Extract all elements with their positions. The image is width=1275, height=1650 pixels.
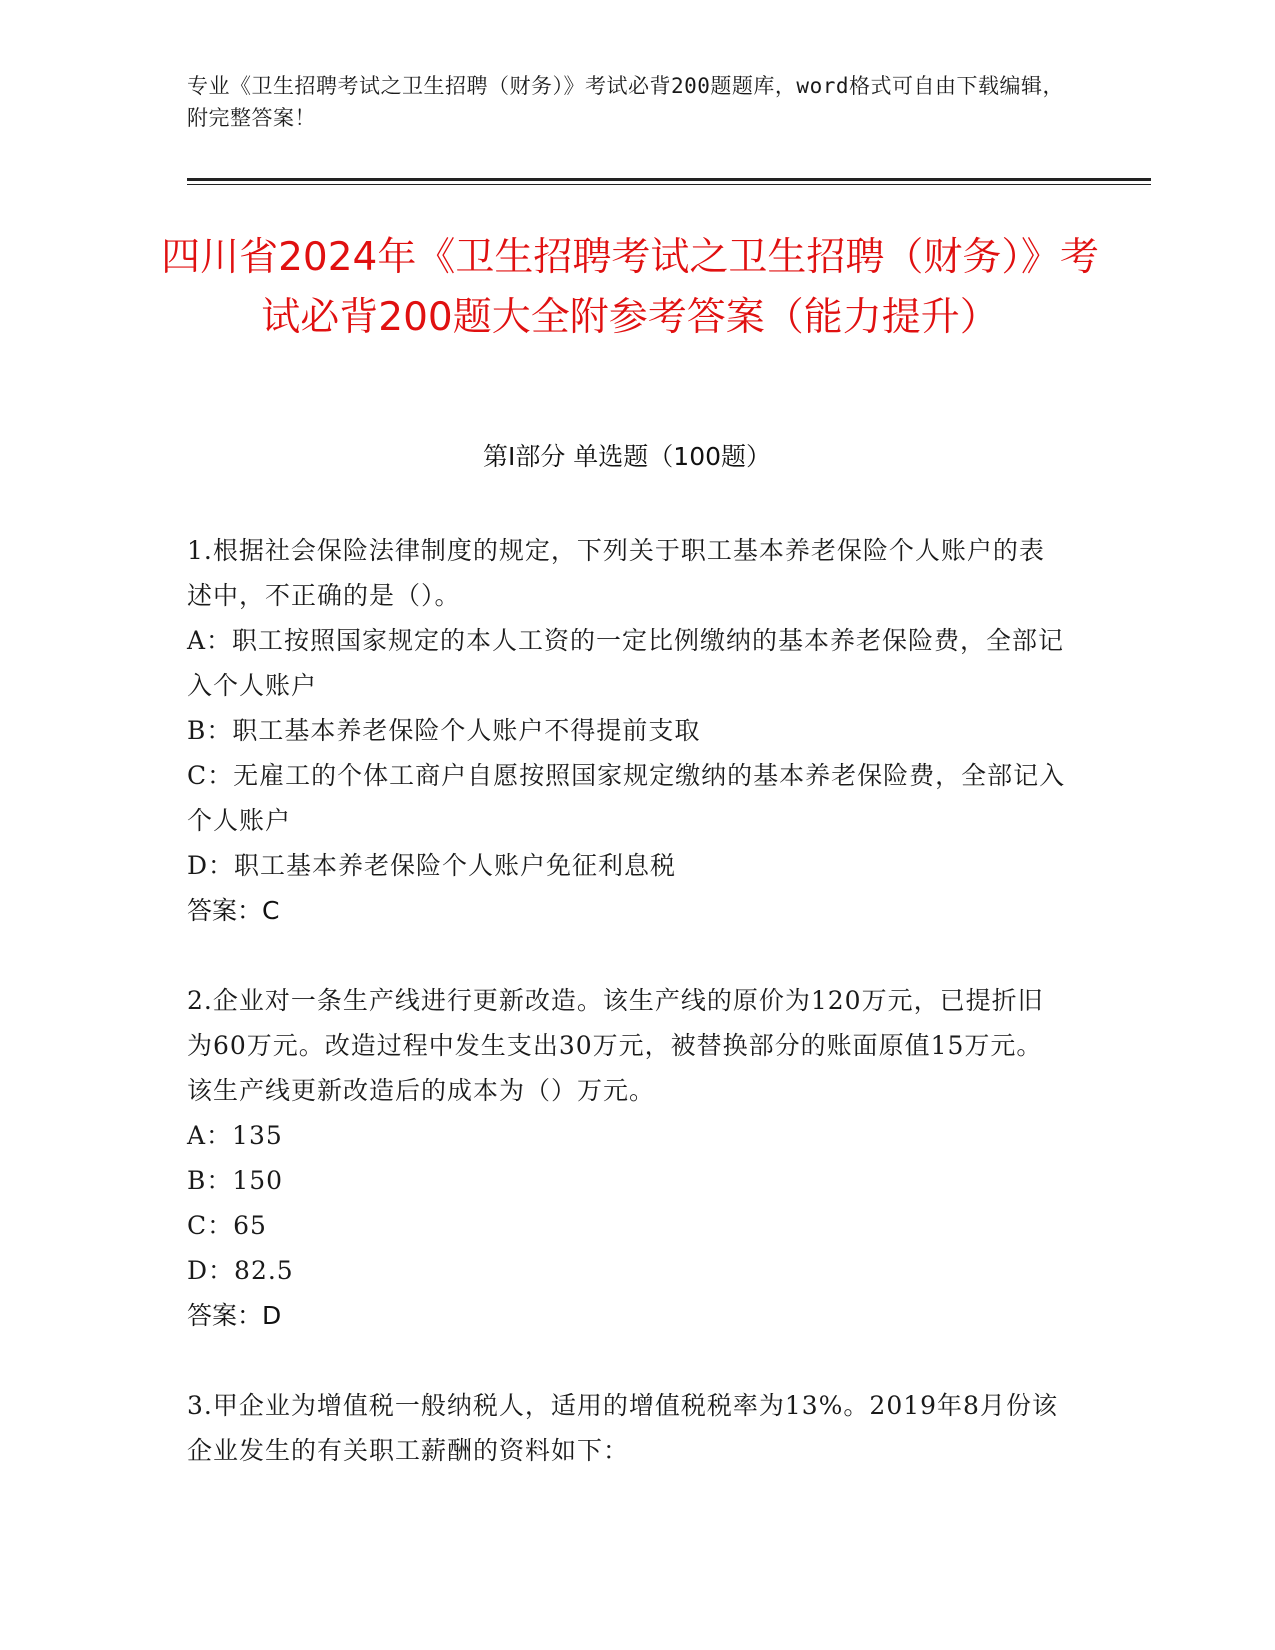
question-3 xyxy=(187,1383,1067,1473)
question-stem: 1.根据社会保险法律制度的规定，下列关于职工基本养老保险个人账户的表述中，不正确的是（）。 xyxy=(187,536,1045,610)
question-stem: 2.企业对一条生产线进行更新改造。该生产线的原价为120万元，已提折旧为60万元。改造过程中发生支出30万元，被替换部分的账面原值15万元。该生产线更新改造后的成本为（）万元。 xyxy=(187,986,1044,1105)
question-answer: 答案：C xyxy=(187,896,280,925)
question-option: C：无雇工的个体工商户自愿按照国家规定缴纳的基本养老保险费，全部记入个人账户 xyxy=(187,761,1066,835)
header-rule-thin xyxy=(187,184,1151,185)
question-option: B：150 xyxy=(187,1166,284,1195)
header-note: 专业《卫生招聘考试之卫生招聘（财务）》考试必背200题题库，word格式可自由下载编辑，附完整答案！ xyxy=(187,74,1064,130)
question-stem: 3.甲企业为增值税一般纳税人，适用的增值税税率为13%。2019年8月份该企业发生的有关职工薪酬的资料如下： xyxy=(187,1391,1058,1465)
question-option: C：65 xyxy=(187,1211,267,1240)
question-2 xyxy=(187,978,1067,1338)
document-title: 四川省2024年《卫生招聘考试之卫生招聘（财务）》考试必背200题大全附参考答案（能力提升） xyxy=(161,235,1099,340)
header-rule xyxy=(187,178,1151,181)
question-option: A：职工按照国家规定的本人工资的一定比例缴纳的基本养老保险费，全部记入个人账户 xyxy=(187,626,1065,700)
question-option: A：135 xyxy=(187,1121,283,1150)
question-1 xyxy=(187,528,1067,933)
question-list xyxy=(187,528,1067,1518)
question-option: B：职工基本养老保险个人账户不得提前支取 xyxy=(187,716,701,745)
question-answer: 答案：D xyxy=(187,1301,282,1330)
section-heading: 第I部分 单选题（100题） xyxy=(482,442,772,471)
question-option: D：职工基本养老保险个人账户免征利息税 xyxy=(187,851,677,880)
question-option: D：82.5 xyxy=(187,1256,294,1285)
